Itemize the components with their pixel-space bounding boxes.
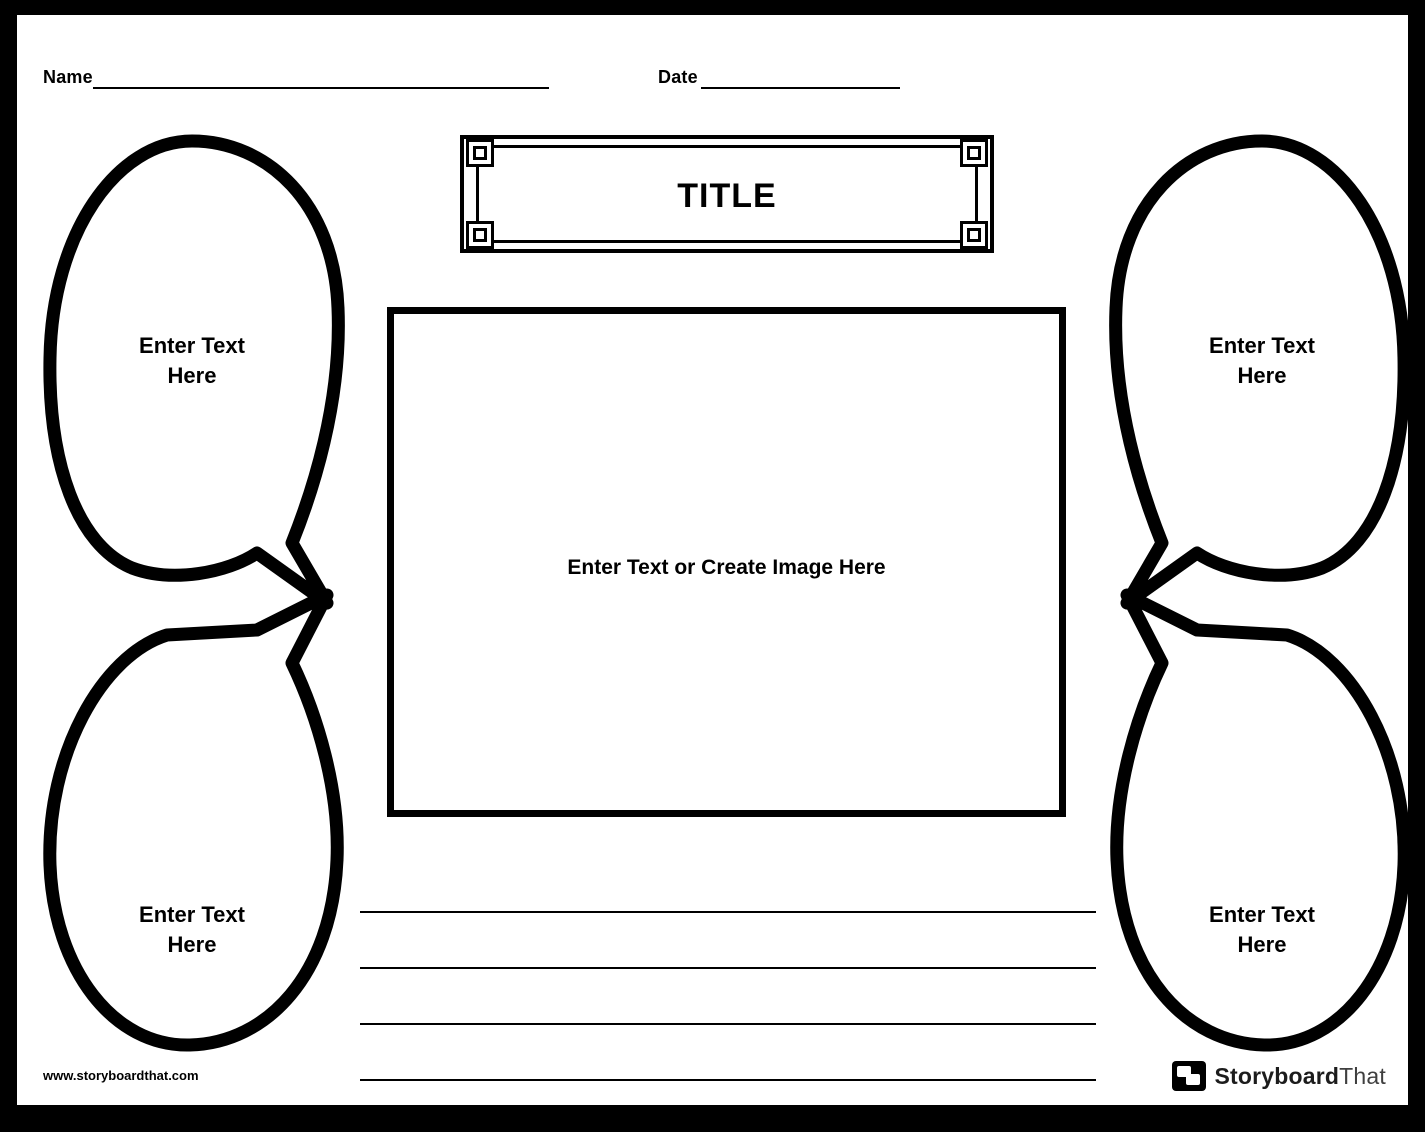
image-frame[interactable]: [387, 307, 1066, 817]
worksheet-sheet: [14, 12, 1411, 1108]
name-field-label: Name: [43, 67, 93, 87]
bubble-text-bottom-right[interactable]: Enter Text Here: [1209, 902, 1315, 957]
name-field-line[interactable]: [93, 87, 549, 89]
brand-wordmark: [1214, 1063, 1386, 1090]
writing-line[interactable]: [360, 967, 1096, 969]
writing-line[interactable]: [360, 1079, 1096, 1081]
image-frame-placeholder[interactable]: Enter Text or Create Image Here: [567, 556, 886, 579]
writing-line[interactable]: [360, 911, 1096, 913]
speech-bubble-bottom-right[interactable]: [1112, 615, 1412, 1055]
speech-bubble-bottom-left[interactable]: [42, 615, 342, 1055]
writing-line[interactable]: [360, 1023, 1096, 1025]
footer-url: www.storyboardthat.com: [43, 1068, 199, 1083]
speech-bubble-top-left[interactable]: [42, 133, 342, 613]
speech-bubbles-logo-icon: [1172, 1061, 1206, 1091]
corner-ornament-top-left: [466, 139, 494, 167]
title-text[interactable]: TITLE: [677, 177, 777, 215]
bubble-text-top-right[interactable]: Enter Text Here: [1209, 333, 1315, 388]
brand-logo: [1172, 1061, 1386, 1091]
speech-bubble-top-right[interactable]: [1112, 133, 1412, 613]
brand-wordmark-second: That: [1339, 1062, 1386, 1089]
title-plaque[interactable]: [460, 135, 994, 253]
corner-ornament-top-right: [960, 139, 988, 167]
bubble-text-bottom-left[interactable]: Enter Text Here: [139, 902, 245, 957]
corner-ornament-bottom-left: [466, 221, 494, 249]
writing-lines[interactable]: [360, 911, 1096, 1087]
speech-bubble-shape-icon: [42, 615, 342, 1055]
date-field-line[interactable]: [701, 87, 900, 89]
date-field-label: Date: [658, 67, 698, 87]
brand-wordmark-first: Storyboard: [1214, 1062, 1340, 1089]
speech-bubble-shape-icon: [1112, 615, 1412, 1055]
corner-ornament-bottom-right: [960, 221, 988, 249]
bubble-text-top-left[interactable]: Enter Text Here: [139, 333, 245, 388]
